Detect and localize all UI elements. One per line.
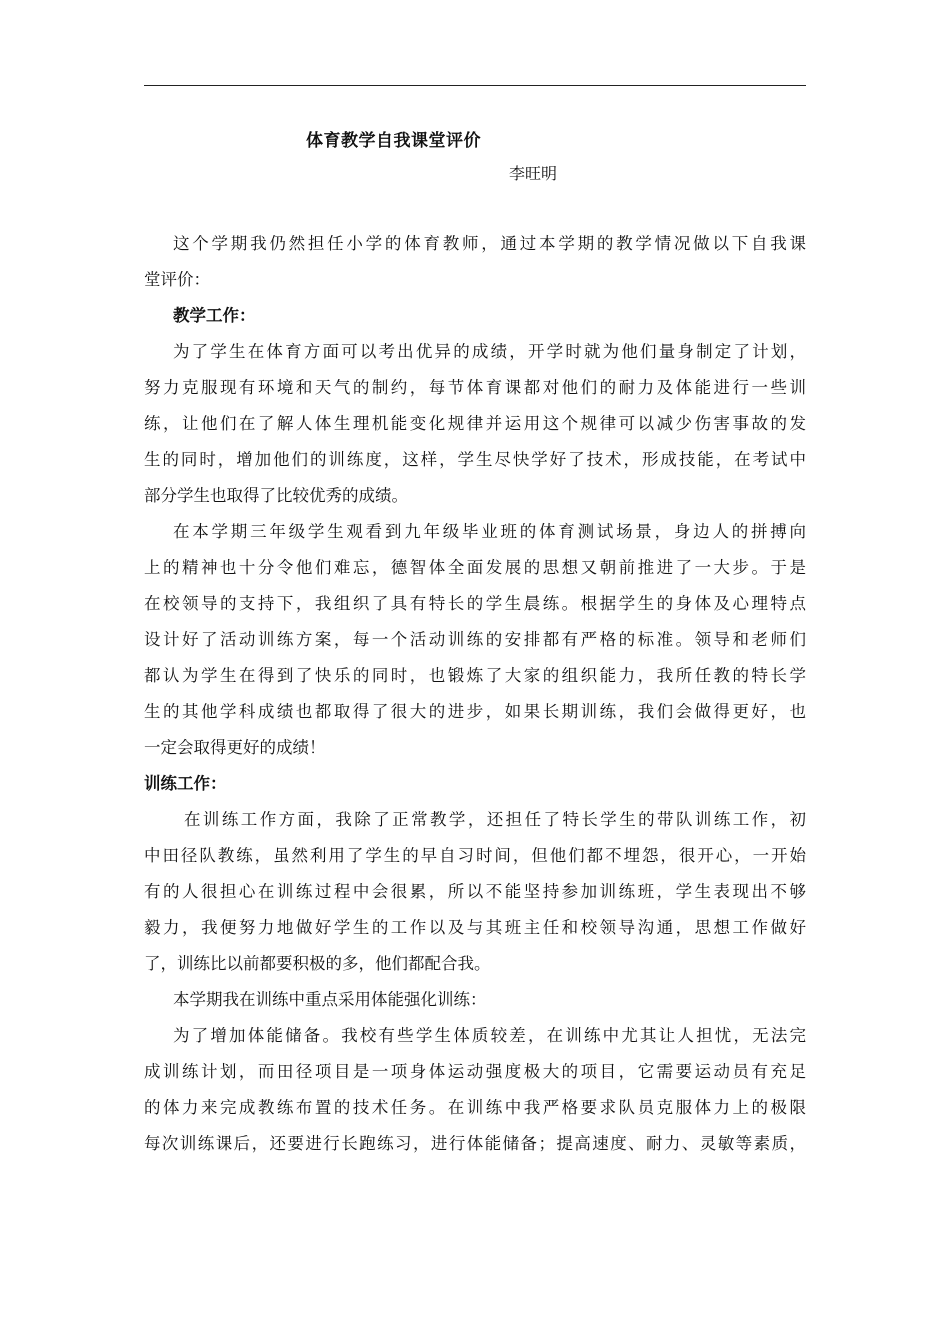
paragraph-line: 了，训练比以前都要积极的多，他们都配合我。 bbox=[144, 954, 491, 973]
paragraph-line: 每次训练课后，还要进行长跑练习，进行体能储备；提高速度、耐力、灵敏等素质， bbox=[144, 1134, 806, 1153]
paragraph-line: 部分学生也取得了比较优秀的成绩。 bbox=[144, 486, 408, 505]
header-rule bbox=[144, 85, 806, 86]
paragraph-line: 为了增加体能储备。我校有些学生体质较差，在训练中尤其让人担忧，无法完 bbox=[173, 1026, 806, 1045]
paragraph-line: 都认为学生在得到了快乐的同时，也锻炼了大家的组织能力，我所任教的特长学 bbox=[144, 666, 806, 685]
section-heading-training: 训练工作： bbox=[144, 774, 227, 793]
paragraph-line: 成训练计划，而田径项目是一项身体运动强度极大的项目，它需要运动员有充足 bbox=[144, 1062, 806, 1081]
paragraph-line: 毅力，我便努力地做好学生的工作以及与其班主任和校领导沟通，思想工作做好 bbox=[144, 918, 806, 937]
paragraph-line: 努力克服现有环境和天气的制约，每节体育课都对他们的耐力及体能进行一些训 bbox=[144, 378, 806, 397]
paragraph-line: 在本学期三年级学生观看到九年级毕业班的体育测试场景，身边人的拼搏向 bbox=[173, 522, 806, 541]
document-title: 体育教学自我课堂评价 bbox=[306, 131, 481, 151]
paragraph-line: 在校领导的支持下，我组织了具有特长的学生晨练。根据学生的身体及心理特点 bbox=[144, 594, 806, 613]
paragraph-line: 的体力来完成教练布置的技术任务。在训练中我严格要求队员克服体力上的极限 bbox=[144, 1098, 806, 1117]
paragraph-line: 生的其他学科成绩也都取得了很大的进步，如果长期训练，我们会做得更好，也 bbox=[144, 702, 806, 721]
paragraph-line: 中田径队教练，虽然利用了学生的早自习时间，但他们都不埋怨，很开心，一开始 bbox=[144, 846, 806, 865]
author-name: 李旺明 bbox=[509, 164, 558, 183]
section-heading-teaching: 教学工作： bbox=[173, 306, 256, 325]
paragraph-line: 设计好了活动训练方案，每一个活动训练的安排都有严格的标准。领导和老师们 bbox=[144, 630, 806, 649]
paragraph-line: 这个学期我仍然担任小学的体育教师，通过本学期的教学情况做以下自我课 bbox=[173, 234, 806, 253]
paragraph-line: 在训练工作方面，我除了正常教学，还担任了特长学生的带队训练工作，初 bbox=[184, 810, 806, 829]
paragraph-line: 一定会取得更好的成绩！ bbox=[144, 738, 326, 757]
paragraph-line: 堂评价： bbox=[144, 270, 210, 289]
paragraph-line: 练，让他们在了解人体生理机能变化规律并运用这个规律可以减少伤害事故的发 bbox=[144, 414, 806, 433]
paragraph-line: 本学期我在训练中重点采用体能强化训练： bbox=[173, 990, 487, 1009]
paragraph-line: 有的人很担心在训练过程中会很累，所以不能坚持参加训练班，学生表现出不够 bbox=[144, 882, 806, 901]
document-body bbox=[144, 226, 806, 1162]
paragraph-line: 生的同时，增加他们的训练度，这样，学生尽快学好了技术，形成技能，在考试中 bbox=[144, 450, 806, 469]
paragraph-line: 上的精神也十分令他们难忘，德智体全面发展的思想又朝前推进了一大步。于是 bbox=[144, 558, 806, 577]
paragraph-line: 为了学生在体育方面可以考出优异的成绩，开学时就为他们量身制定了计划， bbox=[173, 342, 806, 361]
